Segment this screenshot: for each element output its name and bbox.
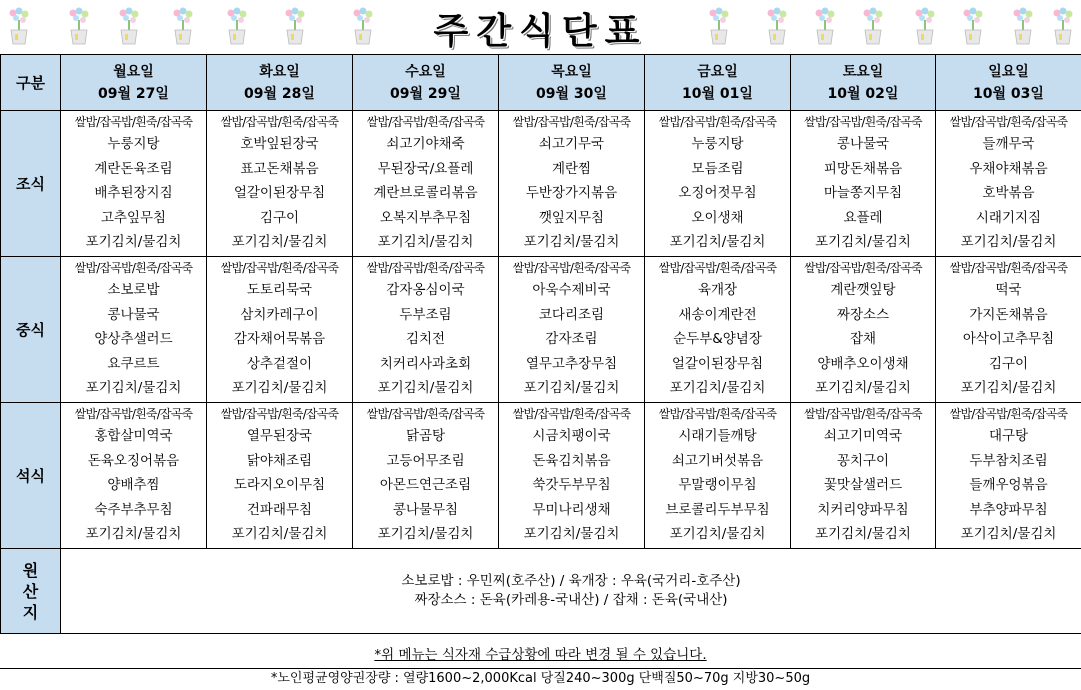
menu-item: 계란깻잎탕 [830,282,896,299]
menu-item: 가지돈채볶음 [969,306,1048,323]
menu-item: 계란돈육조림 [94,160,173,177]
menu-item: 쌀밥/잡곡밥/흰죽/잡곡죽 [220,261,339,276]
menu-cell [791,403,936,549]
nutrition-note: *노인평균영양권장량 : 열량1600~2,000Kcal 당질240~300g 단백질50~70g 지방30~50g [270,671,811,686]
origin-row [1,549,1081,634]
menu-item: 쌀밥/잡곡밥/흰죽/잡곡죽 [804,407,922,422]
menu-item: 쌀밥/잡곡밥/흰죽/잡곡죽 [220,115,339,130]
menu-cell [207,403,353,549]
menu-item: 도라지오이무침 [233,477,326,494]
meal-label: 조식 [1,111,61,257]
day-name: 일요일 [988,63,1029,80]
flower-pot-icon [812,6,838,46]
origin-label-char: 원 [22,560,39,580]
change-notice: *위 메뉴는 식자재 수급상황에 따라 변경 될 수 있습니다. [0,643,1081,669]
menu-item: 쌀밥/잡곡밥/흰죽/잡곡죽 [366,261,485,276]
menu-item: 쌀밥/잡곡밥/흰죽/잡곡죽 [658,261,777,276]
menu-item: 대구탕 [988,428,1029,445]
flower-pot-icon [706,6,732,46]
menu-item: 쌀밥/잡곡밥/흰죽/잡곡죽 [512,115,631,130]
menu-item: 누룽지탕 [691,136,744,153]
menu-item: 무말랭이무침 [678,477,757,494]
menu-item: 쌀밥/잡곡밥/흰죽/잡곡죽 [949,407,1068,422]
menu-cell [645,257,791,403]
menu-item: 계란브로콜리볶음 [373,185,478,202]
menu-item: 치커리양파무침 [817,501,909,518]
menu-item: 시래기들깨탕 [678,428,757,445]
menu-item: 숙주부추무침 [94,501,173,518]
day-date: 09월 27일 [98,85,169,102]
menu-item: 깻잎지무침 [538,209,605,226]
menu-item: 짜장소스 [836,306,890,323]
menu-item: 쑥갓두부무침 [532,477,611,494]
menu-item: 양상추샐러드 [94,331,173,348]
menu-item: 들깨무국 [982,136,1035,153]
menu-item: 포기김치/물김치 [377,526,474,543]
menu-item: 감자조림 [545,331,598,348]
menu-item: 콩나물국 [836,136,890,153]
menu-item: 호박볶음 [982,185,1035,202]
menu-item: 돈육김치볶음 [532,452,611,469]
menu-item: 홍합살미역국 [94,428,173,445]
flower-pot-icon [860,6,886,46]
menu-item: 요쿠르트 [107,355,160,372]
menu-item: 콩나물무침 [392,501,459,518]
menu-item: 감자옹심이국 [386,282,465,299]
menu-item: 닭곰탕 [405,428,446,445]
menu-item: 쌀밥/잡곡밥/흰죽/잡곡죽 [366,115,485,130]
menu-cell [645,111,791,257]
menu-item: 포기김치/물김치 [523,380,620,397]
menu-item: 시래기지짐 [975,209,1042,226]
menu-item: 김구이 [988,355,1029,372]
menu-item: 포기김치/물김치 [231,526,328,543]
menu-item: 포기김치/물김치 [815,526,911,543]
menu-item: 양배추찜 [107,477,160,494]
meal-row-breakfast [1,111,1081,257]
menu-item: 오징어젓무침 [678,185,757,202]
day-name: 금요일 [697,63,738,80]
flower-pot-icon [764,6,790,46]
menu-item: 쇠고기무국 [538,136,605,153]
menu-item: 표고돈채볶음 [240,160,319,177]
menu-cell [499,111,645,257]
menu-item: 쌀밥/잡곡밥/흰죽/잡곡죽 [74,115,193,130]
menu-cell [499,257,645,403]
menu-item: 포기김치/물김치 [960,380,1057,397]
day-header [61,55,207,111]
menu-item: 쌀밥/잡곡밥/흰죽/잡곡죽 [804,261,922,276]
menu-item: 새송이계란전 [678,306,757,323]
flower-pot-icon [912,6,938,46]
menu-cell [936,257,1081,403]
day-header [791,55,936,111]
menu-item: 쌀밥/잡곡밥/흰죽/잡곡죽 [949,115,1068,130]
menu-item: 두부조림 [399,306,452,323]
menu-item: 들깨우엉볶음 [969,477,1048,494]
menu-cell [61,111,207,257]
menu-item: 고등어무조림 [386,452,465,469]
menu-item: 쌀밥/잡곡밥/흰죽/잡곡죽 [74,407,193,422]
menu-item: 마늘쫑지무침 [823,185,903,202]
header-label: 구분 [1,55,61,111]
page-header [0,0,1081,55]
menu-cell [353,111,499,257]
menu-item: 포기김치/물김치 [523,526,620,543]
menu-item: 도토리묵국 [246,282,313,299]
day-date: 10월 03일 [973,85,1044,102]
day-header-row [1,55,1081,111]
day-date: 09월 30일 [536,85,607,102]
day-name: 목요일 [551,63,592,80]
menu-item: 쌀밥/잡곡밥/흰죽/잡곡죽 [949,261,1068,276]
menu-item: 포기김치/물김치 [85,234,182,251]
menu-item: 삼치카레구이 [240,306,319,323]
menu-item: 쌀밥/잡곡밥/흰죽/잡곡죽 [220,407,339,422]
menu-item: 두반장가지볶음 [525,185,618,202]
menu-item: 쇠고기버섯볶음 [671,452,764,469]
menu-item: 오이생채 [691,209,744,226]
menu-item: 아욱수제비국 [532,282,611,299]
menu-cell [645,403,791,549]
menu-cell [61,257,207,403]
menu-item: 닭야채조림 [246,452,313,469]
menu-item: 포기김치/물김치 [231,380,328,397]
menu-item: 포기김치/물김치 [231,234,328,251]
origin-label-char: 산 [22,581,39,601]
menu-item: 꽁치구이 [836,452,890,469]
origin-label [1,549,61,634]
day-date: 09월 29일 [390,85,461,102]
menu-item: 배추된장지짐 [94,185,173,202]
menu-cell [936,111,1081,257]
menu-item: 잡채 [849,331,877,348]
menu-item: 포기김치/물김치 [815,234,911,251]
menu-item: 포기김치/물김치 [85,526,182,543]
menu-item: 육개장 [697,282,738,299]
day-header [207,55,353,111]
menu-item: 아삭이고추무침 [962,331,1055,348]
menu-cell [499,403,645,549]
menu-item: 떡국 [995,282,1022,299]
menu-item: 우채야채볶음 [969,160,1048,177]
day-header [499,55,645,111]
menu-item: 호박잎된장국 [240,136,319,153]
menu-item: 포기김치/물김치 [815,380,911,397]
menu-item: 쌀밥/잡곡밥/흰죽/잡곡죽 [658,115,777,130]
menu-item: 브로콜리두부무침 [665,501,770,518]
day-name: 월요일 [113,63,154,80]
menu-item: 순두부&양념장 [673,331,762,348]
menu-item: 상추겉절이 [246,355,313,372]
origin-label-char: 지 [22,602,39,622]
menu-item: 포기김치/물김치 [523,234,620,251]
menu-item: 포기김치/물김치 [377,380,474,397]
menu-item: 피망돈채볶음 [823,160,903,177]
menu-cell [936,403,1081,549]
day-date: 10월 01일 [682,85,753,102]
menu-item: 부추양파무침 [969,501,1048,518]
menu-item: 두부참치조림 [969,452,1048,469]
menu-item: 치커리사과초회 [379,355,472,372]
day-header [645,55,791,111]
menu-item: 계란찜 [551,160,592,177]
menu-item: 쌀밥/잡곡밥/흰죽/잡곡죽 [512,407,631,422]
menu-item: 김구이 [259,209,300,226]
meal-label: 석식 [1,403,61,549]
menu-item: 꽃맛살샐러드 [823,477,903,494]
menu-item: 무된장국/요플레 [377,160,474,177]
menu-item: 쌀밥/잡곡밥/흰죽/잡곡죽 [658,407,777,422]
menu-item: 소보로밥 [107,282,160,299]
menu-item: 쌀밥/잡곡밥/흰죽/잡곡죽 [804,115,922,130]
page-title: 주간식단표 [433,11,648,52]
day-header [353,55,499,111]
menu-cell [353,403,499,549]
menu-item: 감자채어묵볶음 [233,331,326,348]
menu-item: 고추잎무침 [100,209,167,226]
menu-item: 시금치팽이국 [532,428,611,445]
menu-item: 포기김치/물김치 [85,380,182,397]
menu-item: 쌀밥/잡곡밥/흰죽/잡곡죽 [74,261,193,276]
day-name: 토요일 [842,63,884,80]
menu-item: 콩나물국 [107,306,160,323]
menu-item: 포기김치/물김치 [960,234,1057,251]
menu-item: 포기김치/물김치 [669,526,766,543]
day-date: 10월 02일 [827,85,899,102]
menu-cell [791,111,936,257]
menu-item: 누룽지탕 [107,136,160,153]
menu-item: 얼갈이된장무침 [671,355,764,372]
menu-item: 모듬조림 [691,160,744,177]
menu-cell [61,403,207,549]
menu-item: 열무고추장무침 [525,355,618,372]
menu-item: 건파래무침 [246,501,313,518]
menu-cell [353,257,499,403]
day-name: 화요일 [259,63,300,80]
menu-cell [791,257,936,403]
menu-item: 김치전 [405,331,446,348]
menu-item: 쌀밥/잡곡밥/흰죽/잡곡죽 [366,407,485,422]
day-name: 수요일 [405,63,446,80]
menu-item: 포기김치/물김치 [377,234,474,251]
menu-item: 포기김치/물김치 [960,526,1057,543]
menu-cell [207,257,353,403]
menu-item: 무미나리생채 [532,501,611,518]
menu-item: 포기김치/물김치 [669,380,766,397]
menu-item: 코다리조림 [538,306,605,323]
menu-item: 오복지부추무침 [379,209,472,226]
flower-pot-icon [960,6,986,46]
menu-item: 쇠고기미역국 [823,428,903,445]
day-header [936,55,1081,111]
weekly-menu-table [0,54,1081,634]
flower-pot-icon [1010,6,1036,46]
menu-item: 양배추오이생채 [817,355,909,372]
flower-pot-icon [1050,6,1076,46]
origin-line: 소보로밥 : 우민찌(호주산) / 육개장 : 우육(국거리-호주산) [401,573,741,589]
menu-item: 아몬드연근조림 [379,477,472,494]
menu-item: 돈육오징어볶음 [87,452,180,469]
menu-item: 쇠고기야채죽 [386,136,465,153]
origin-line: 짜장소스 : 돈육(카레용-국내산) / 잡채 : 돈육(국내산) [414,592,728,608]
meal-row-lunch [1,257,1081,403]
menu-item: 요플레 [843,209,883,226]
menu-cell [207,111,353,257]
menu-item: 얼갈이된장무침 [233,185,326,202]
menu-item: 포기김치/물김치 [669,234,766,251]
meal-label: 중식 [1,257,61,403]
meal-row-dinner [1,403,1081,549]
day-date: 09월 28일 [244,85,315,102]
origin-info [61,549,1081,634]
menu-item: 열무된장국 [246,428,313,445]
menu-item: 쌀밥/잡곡밥/흰죽/잡곡죽 [512,261,631,276]
